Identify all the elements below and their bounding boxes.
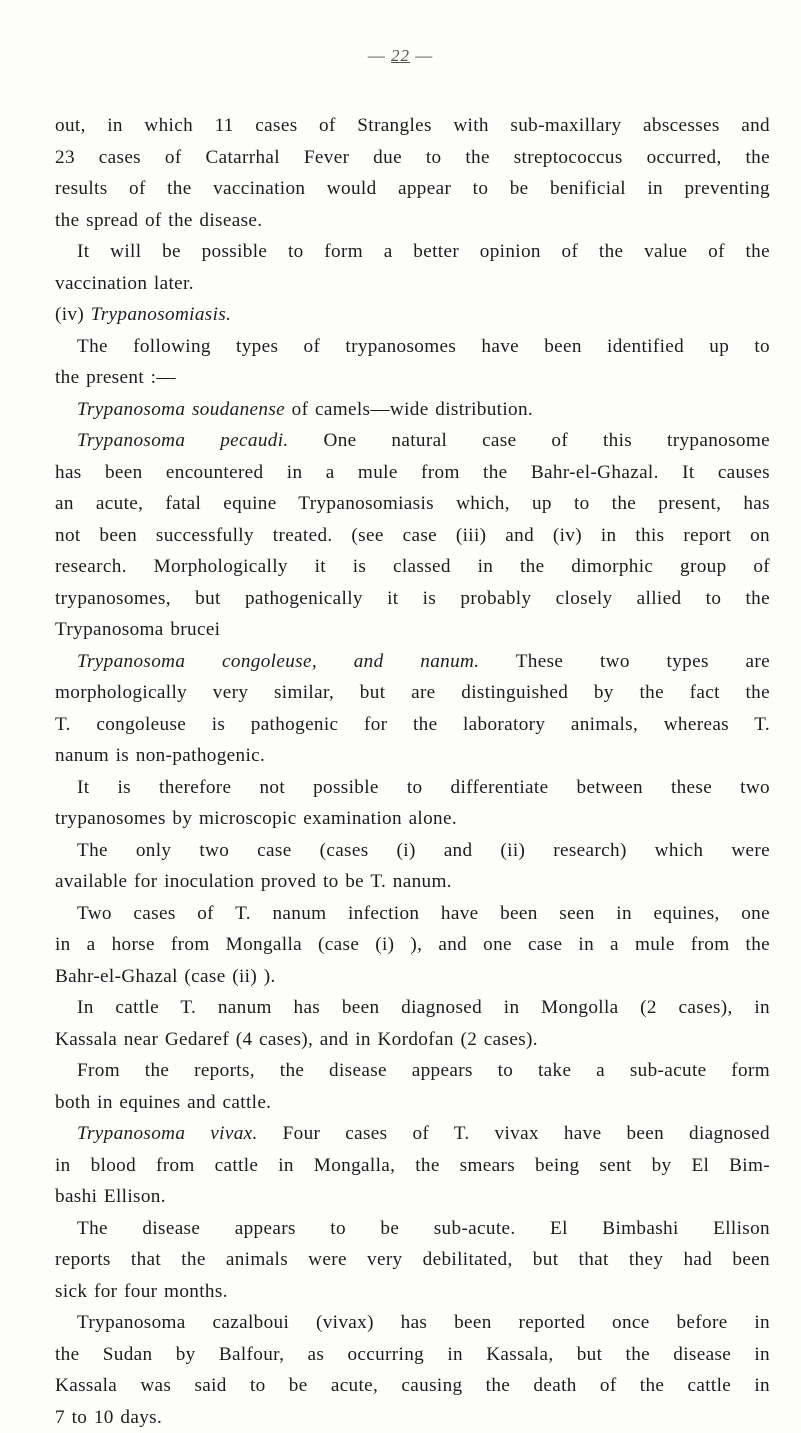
section-heading-title: Trypanosomiasis.	[91, 304, 231, 325]
text-line: 23 cases of Catarrhal Fever due to the streptococcus occurred, the	[55, 142, 770, 174]
text-line: out, in which 11 cases of Strangles with sub-maxillary abscesses and	[55, 110, 770, 142]
text-line: not been successfully treated. (see case (iii) and (iv) in this report on	[55, 520, 770, 552]
text-line: The only two case (cases (i) and (ii) research) which were	[55, 835, 770, 867]
text-line: T. congoleuse is pathogenic for the laboratory animals, whereas T.	[55, 709, 770, 741]
text-line: Trypanosoma congoleuse, and nanum. These two types are	[55, 646, 770, 678]
text-line: both in equines and cattle.	[55, 1087, 770, 1119]
text-line: an acute, fatal equine Trypanosomiasis which, up to the present, has	[55, 488, 770, 520]
text-line: reports that the animals were very debilitated, but that they had been	[55, 1244, 770, 1276]
text-line: the Sudan by Balfour, as occurring in Kassala, but the disease in	[55, 1339, 770, 1371]
text-line: the spread of the disease.	[55, 205, 770, 237]
text-line: trypanosomes by microscopic examination alone.	[55, 803, 770, 835]
text-line: Trypanosoma vivax. Four cases of T. vivax have been diagnosed	[55, 1118, 770, 1150]
text-line: results of the vaccination would appear to be benificial in preventing	[55, 173, 770, 205]
text-line: has been encountered in a mule from the Bahr-el-Ghazal. It causes	[55, 457, 770, 489]
text-line: sick for four months.	[55, 1276, 770, 1308]
body-text	[55, 110, 770, 1433]
text-line: Bahr-el-Ghazal (case (ii) ).	[55, 961, 770, 993]
text-line: Kassala was said to be acute, causing the death of the cattle in	[55, 1370, 770, 1402]
page-number: — 22 —	[0, 46, 801, 66]
text-line: Trypanosoma cazalboui (vivax) has been reported once before in	[55, 1307, 770, 1339]
section-heading: (iv) Trypanosomiasis.	[55, 299, 770, 331]
text-line: in a horse from Mongalla (case (i) ), and one case in a mule from the	[55, 929, 770, 961]
text-line: available for inoculation proved to be T. nanum.	[55, 866, 770, 898]
text-line: It is therefore not possible to differentiate between these two	[55, 772, 770, 804]
text-line: Trypanosoma soudanense of camels—wide distribution.	[55, 394, 770, 426]
text-line: bashi Ellison.	[55, 1181, 770, 1213]
text-line: trypanosomes, but pathogenically it is probably closely allied to the	[55, 583, 770, 615]
text-line: the present :—	[55, 362, 770, 394]
text-line: vaccination later.	[55, 268, 770, 300]
text-line: Trypanosoma brucei	[55, 614, 770, 646]
text-line: It will be possible to form a better opinion of the value of the	[55, 236, 770, 268]
text-line: The following types of trypanosomes have been identified up to	[55, 331, 770, 363]
page-number-value: 22	[391, 46, 410, 65]
text-line: in blood from cattle in Mongalla, the smears being sent by El Bim-	[55, 1150, 770, 1182]
text-line: morphologically very similar, but are distinguished by the fact the	[55, 677, 770, 709]
text-line: nanum is non-pathogenic.	[55, 740, 770, 772]
text-line: Kassala near Gedaref (4 cases), and in Kordofan (2 cases).	[55, 1024, 770, 1056]
text-line: From the reports, the disease appears to take a sub-acute form	[55, 1055, 770, 1087]
text-line: research. Morphologically it is classed in the dimorphic group of	[55, 551, 770, 583]
text-line: 7 to 10 days.	[55, 1402, 770, 1433]
text-line: Two cases of T. nanum infection have been seen in equines, one	[55, 898, 770, 930]
text-line: Trypanosoma pecaudi. One natural case of this trypanosome	[55, 425, 770, 457]
text-line: In cattle T. nanum has been diagnosed in Mongolla (2 cases), in	[55, 992, 770, 1024]
text-line: The disease appears to be sub-acute. El Bimbashi Ellison	[55, 1213, 770, 1245]
